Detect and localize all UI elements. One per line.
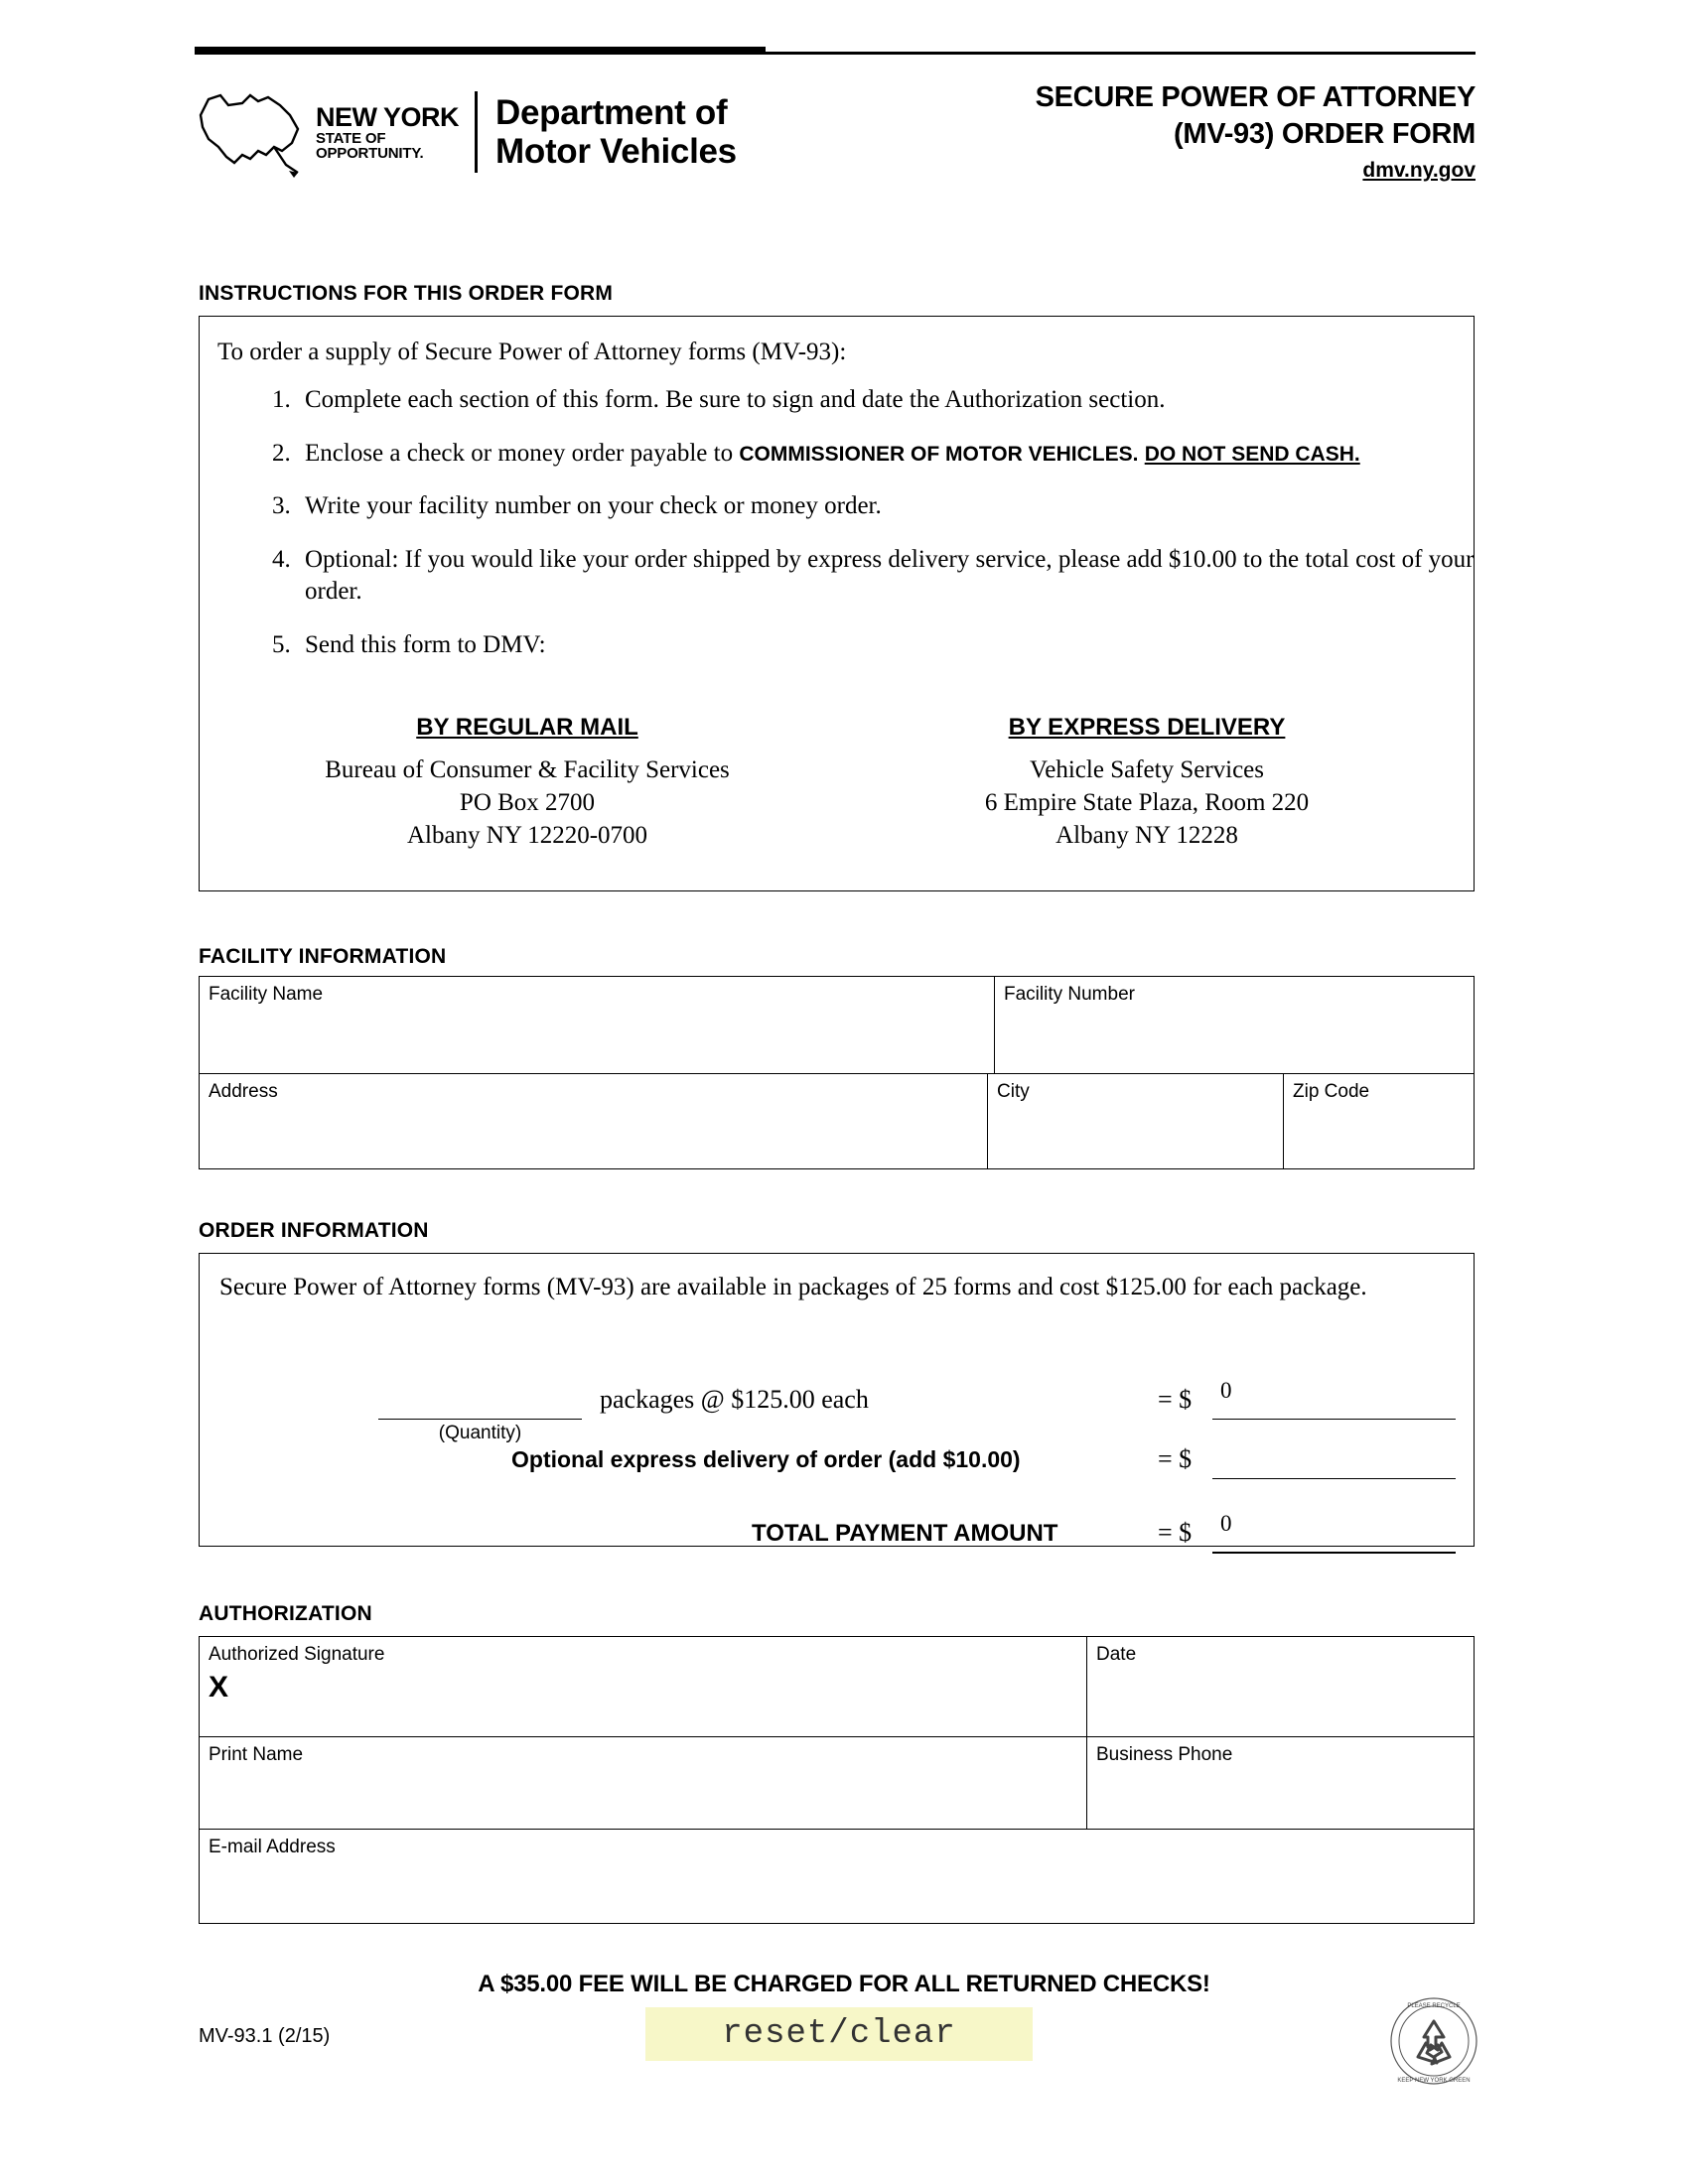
city-input[interactable] bbox=[997, 1107, 1276, 1160]
instruction-1-text: Complete each section of this form. Be sure to sign and date the Authorization section. bbox=[305, 386, 1166, 413]
facility-number-label: Facility Number bbox=[1004, 984, 1135, 1005]
order-information-box bbox=[199, 1253, 1475, 1547]
instruction-item-1 bbox=[297, 384, 1488, 417]
equals-sign-express: = bbox=[1158, 1444, 1173, 1473]
svg-text:KEEP NEW YORK GREEN: KEEP NEW YORK GREEN bbox=[1397, 2078, 1471, 2084]
instructions-list bbox=[253, 384, 1488, 682]
packages-equals-dollar bbox=[1158, 1385, 1192, 1415]
express-delivery-line-1: Vehicle Safety Services bbox=[1029, 756, 1265, 783]
business-phone-cell bbox=[1086, 1737, 1476, 1830]
instruction-2-payee: COMMISSIONER OF MOTOR VEHICLES. bbox=[739, 442, 1139, 466]
authorization-row-2 bbox=[200, 1736, 1474, 1830]
regular-mail-line-2: PO Box 2700 bbox=[459, 789, 596, 816]
date-label: Date bbox=[1096, 1644, 1137, 1665]
department-line-1: Department of bbox=[495, 92, 728, 132]
nys-wordmark bbox=[316, 101, 460, 162]
equals-sign-total: = bbox=[1158, 1518, 1173, 1547]
dollar-sign-express: $ bbox=[1179, 1444, 1193, 1473]
equals-sign-packages: = bbox=[1158, 1385, 1173, 1414]
quantity-caption: (Quantity) bbox=[438, 1423, 522, 1443]
recycle-icon bbox=[1388, 1995, 1479, 2087]
total-amount-input[interactable] bbox=[1218, 1510, 1456, 1538]
instruction-2-text: Enclose a check or money order payable to bbox=[305, 439, 740, 467]
instructions-heading: INSTRUCTIONS FOR THIS ORDER FORM bbox=[199, 282, 614, 305]
instruction-item-3 bbox=[297, 490, 1488, 523]
returned-check-fee-note: A $35.00 FEE WILL BE CHARGED FOR ALL RETURNED CHECKS! bbox=[478, 1971, 1210, 1997]
title-line-1: SECURE POWER OF ATTORNEY bbox=[1035, 81, 1476, 113]
order-intro-text: Secure Power of Attorney forms (MV-93) are available in packages of 25 forms and cost $125.00 for each package. bbox=[219, 1274, 1367, 1300]
instruction-item-5 bbox=[297, 629, 1488, 662]
logo-line-new-york: NEW YORK bbox=[316, 101, 460, 132]
authorization-heading: AUTHORIZATION bbox=[199, 1602, 372, 1625]
date-cell bbox=[1086, 1637, 1476, 1736]
business-phone-label: Business Phone bbox=[1096, 1744, 1233, 1765]
print-name-input[interactable] bbox=[209, 1770, 1079, 1824]
email-address-label: E-mail Address bbox=[209, 1837, 336, 1857]
total-equals-dollar bbox=[1158, 1518, 1192, 1548]
regular-mail-heading: BY REGULAR MAIL bbox=[416, 714, 638, 741]
instruction-item-4 bbox=[297, 544, 1488, 609]
express-equals-dollar bbox=[1158, 1444, 1192, 1474]
facility-row-1 bbox=[200, 977, 1474, 1073]
address-input[interactable] bbox=[209, 1107, 980, 1160]
logo-line-state-of: STATE OF bbox=[316, 129, 386, 147]
regular-mail-line-1: Bureau of Consumer & Facility Services bbox=[325, 756, 730, 783]
header-rule bbox=[195, 52, 1476, 55]
dollar-sign-total: $ bbox=[1179, 1518, 1193, 1547]
express-delivery-line-3: Albany NY 12228 bbox=[1055, 822, 1238, 849]
regular-mail-line-3: Albany NY 12220-0700 bbox=[406, 822, 648, 849]
date-input[interactable] bbox=[1096, 1670, 1469, 1723]
facility-number-input[interactable] bbox=[1004, 1010, 1469, 1063]
print-name-label: Print Name bbox=[209, 1744, 304, 1765]
total-payment-label: TOTAL PAYMENT AMOUNT bbox=[752, 1520, 1058, 1547]
authorization-row-3 bbox=[200, 1829, 1474, 1923]
facility-row-2 bbox=[200, 1073, 1474, 1169]
regular-mail-block bbox=[217, 714, 837, 852]
express-delivery-heading: BY EXPRESS DELIVERY bbox=[1008, 714, 1286, 741]
mailing-addresses bbox=[217, 714, 1457, 852]
department-name bbox=[495, 93, 737, 171]
print-name-cell bbox=[200, 1737, 1086, 1830]
city-label: City bbox=[997, 1081, 1030, 1102]
page-title bbox=[1036, 79, 1476, 183]
packages-price-text: packages @ $125.00 each bbox=[600, 1385, 869, 1414]
business-phone-input[interactable] bbox=[1096, 1770, 1469, 1824]
instructions-box bbox=[199, 316, 1475, 891]
authorization-row-1 bbox=[200, 1637, 1474, 1736]
signature-x-mark: X bbox=[209, 1671, 229, 1704]
instruction-4-text: Optional: If you would like your order shipped by express delivery service, please add $10.00 to the total cost of your order. bbox=[305, 545, 1475, 605]
express-amount-input[interactable] bbox=[1218, 1436, 1456, 1464]
express-delivery-row bbox=[219, 1444, 1456, 1496]
facility-information-table bbox=[199, 976, 1475, 1169]
zip-code-cell bbox=[1283, 1074, 1476, 1169]
email-address-input[interactable] bbox=[209, 1862, 1469, 1916]
authorized-signature-label: Authorized Signature bbox=[209, 1644, 385, 1665]
express-delivery-line-2: 6 Empire State Plaza, Room 220 bbox=[984, 789, 1310, 816]
instruction-3-text: Write your facility number on your check or money order. bbox=[305, 492, 882, 519]
facility-information-heading: FACILITY INFORMATION bbox=[199, 945, 447, 968]
logo-divider bbox=[475, 91, 478, 173]
address-label: Address bbox=[209, 1081, 278, 1102]
city-cell bbox=[987, 1074, 1283, 1169]
facility-name-cell bbox=[200, 977, 994, 1073]
authorization-table bbox=[199, 1636, 1475, 1924]
instruction-item-2 bbox=[297, 438, 1488, 471]
instruction-2-no-cash: DO NOT SEND CASH. bbox=[1144, 442, 1360, 466]
instructions-intro: To order a supply of Secure Power of Attorney forms (MV-93): bbox=[217, 339, 847, 365]
page-header bbox=[195, 69, 1476, 199]
new-york-state-outline-icon bbox=[195, 85, 312, 180]
address-cell bbox=[200, 1074, 987, 1169]
logo-line-opportunity: OPPORTUNITY. bbox=[316, 144, 424, 162]
instruction-5-text: Send this form to DMV: bbox=[305, 630, 546, 658]
facility-number-cell bbox=[994, 977, 1476, 1073]
zip-code-label: Zip Code bbox=[1293, 1081, 1370, 1102]
order-information-heading: ORDER INFORMATION bbox=[199, 1219, 429, 1242]
quantity-underline bbox=[378, 1393, 582, 1420]
total-payment-row bbox=[219, 1518, 1456, 1570]
authorized-signature-input[interactable] bbox=[245, 1670, 1070, 1721]
reset-clear-button[interactable]: reset/clear bbox=[645, 2007, 1033, 2061]
package-quantity-row bbox=[219, 1363, 1456, 1443]
dollar-sign-packages: $ bbox=[1179, 1385, 1193, 1414]
quantity-input[interactable] bbox=[380, 1368, 583, 1397]
packages-amount-input[interactable] bbox=[1218, 1377, 1456, 1405]
express-delivery-label: Optional express delivery of order (add $10.00) bbox=[511, 1446, 1021, 1472]
facility-name-label: Facility Name bbox=[209, 984, 324, 1005]
title-line-2: (MV-93) ORDER FORM bbox=[1174, 118, 1476, 151]
zip-code-input[interactable] bbox=[1293, 1107, 1469, 1160]
dmv-website-link[interactable]: dmv.ny.gov bbox=[1362, 159, 1476, 183]
express-delivery-block bbox=[837, 714, 1457, 852]
facility-name-input[interactable] bbox=[209, 1010, 987, 1063]
email-address-cell bbox=[200, 1830, 1476, 1923]
department-line-2: Motor Vehicles bbox=[495, 132, 737, 171]
nys-dmv-logo bbox=[195, 77, 751, 187]
authorized-signature-cell bbox=[200, 1637, 1086, 1736]
form-id-label: MV-93.1 (2/15) bbox=[199, 2025, 331, 2047]
svg-text:PLEASE RECYCLE: PLEASE RECYCLE bbox=[1407, 2003, 1461, 2009]
